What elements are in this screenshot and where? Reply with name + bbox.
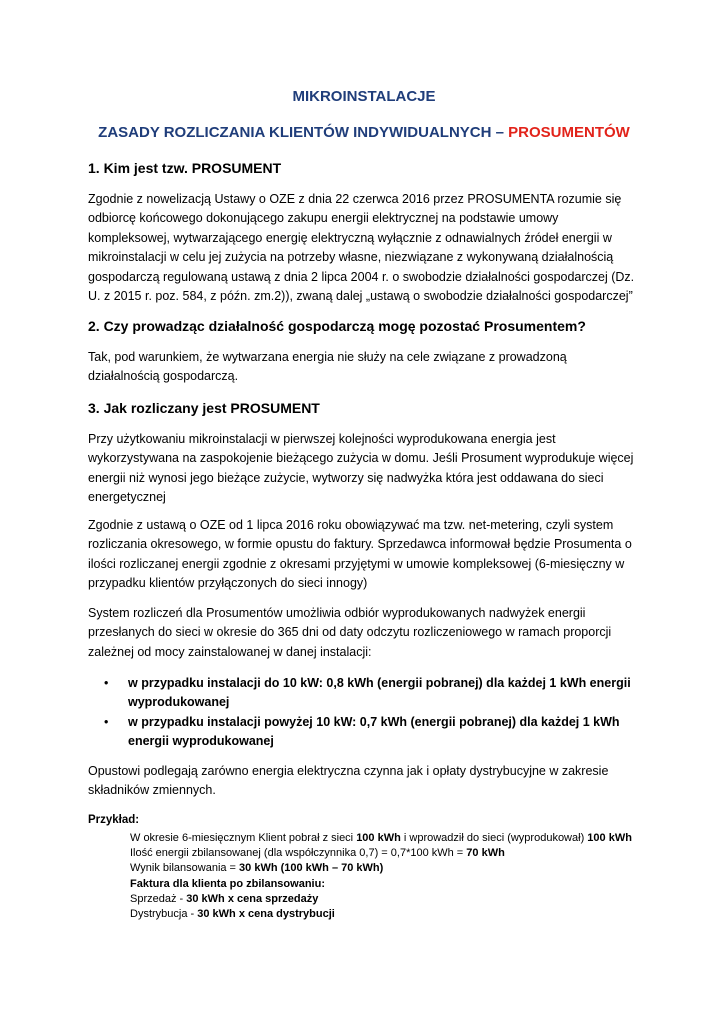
example-line-6: Dystrybucja - 30 kWh x cena dystrybucji [130, 908, 335, 921]
example-line-3: Wynik bilansowania = 30 kWh (100 kWh – 70 kWh) [130, 862, 384, 875]
example-block [130, 831, 650, 922]
bullet-icon: • [104, 676, 109, 690]
section-3-paragraph-1: Przy użytkowaniu mikroinstalacji w pierwszej kolejności wyprodukowana energia jest wykorzystywana na zaspokojenie bieżącego zużycia w domu. Jeśli Prosument wyprodukuje więcej energii niż wynosi jego bieżące zużycie, wytworzy się nadwyżka która jest oddawana do sieci energetycznej [88, 432, 634, 505]
list-item-text: w przypadku instalacji powyżej 10 kW: 0,7 kWh (energii pobranej) dla każdej 1 kWh energii wyprodukowanej [128, 715, 620, 748]
section-1-paragraph: Zgodnie z nowelizacją Ustawy o OZE z dnia 22 czerwca 2016 przez PROSUMENTA rozumie się odbiorcę końcowego dokonującego zakupu energii elektrycznej na podstawie umowy kompleksowej, wytwarzającego energię elektryczną wyłącznie z odnawialnych źródeł energii w mikroinstalacji w celu jej zużycia na potrzeby własne, niezwiązane z wykonywaną działalnością gospodarczą regulowaną ustawą z dnia 2 lipca 2004 r. o swobodzie działalności gospodarczej (Dz. U. z 2015 r. poz. 584, z późn. zm.2)), zwaną dalej „ustawą o swobodzie działalności gospodarczej” [88, 192, 635, 304]
section-3-heading: 3. Jak rozliczany jest PROSUMENT [88, 400, 320, 416]
subtitle-highlight: PROSUMENTÓW [508, 124, 630, 141]
ratio-list [88, 674, 640, 752]
section-1-heading: 1. Kim jest tzw. PROSUMENT [88, 160, 282, 176]
list-item [88, 713, 640, 751]
bullet-icon: • [104, 715, 109, 729]
example-line-4: Faktura dla klienta po zbilansowaniu: [130, 877, 325, 890]
list-item [88, 674, 640, 712]
document-title: MIKROINSTALACJE [292, 88, 436, 105]
document-subtitle [88, 124, 640, 141]
section-2-paragraph: Tak, pod warunkiem, że wytwarzana energia nie służy na cele związane z prowadzoną działalnością gospodarczą. [88, 350, 567, 384]
subtitle-main: ZASADY ROZLICZANIA KLIENTÓW INDYWIDUALNYCH – [98, 124, 509, 141]
section-2-heading: 2. Czy prowadząc działalność gospodarczą mogę pozostać Prosumentem? [88, 318, 586, 334]
example-label: Przykład: [88, 814, 140, 826]
section-3-paragraph-2: Zgodnie z ustawą o OZE od 1 lipca 2016 roku obowiązywać ma tzw. net-metering, czyli system rozliczania okresowego, w formie opustu do faktury. Sprzedawca informował będzie Prosumenta o ilości rozliczanej energii zgodnie z okresami przyjętymi w umowie kompleksowej (6-miesięczny w przypadku klientów przyłączonych do sieci innogy) [88, 518, 632, 591]
section-3-paragraph-4: Opustowi podlegają zarówno energia elektryczna czynna jak i opłaty dystrybucyjne w zakresie składników zmiennych. [88, 764, 609, 798]
example-line-1: W okresie 6-miesięcznym Klient pobrał z sieci 100 kWh i wprowadził do sieci (wyprodukował) 100 kWh [130, 832, 632, 844]
section-3-paragraph-3: System rozliczeń dla Prosumentów umożliwia odbiór wyprodukowanych nadwyżek energii przesłanych do sieci w okresie do 365 dni od daty odczytu rozliczeniowego w ramach proporcji zależnej od mocy zainstalowanej w danej instalacji: [88, 606, 612, 659]
example-line-5: Sprzedaż - 30 kWh x cena sprzedaży [130, 892, 319, 905]
list-item-text: w przypadku instalacji do 10 kW: 0,8 kWh (energii pobranej) dla każdej 1 kWh energii wyprodukowanej [128, 676, 631, 709]
example-line-2: Ilość energii zbilansowanej (dla współczynnika 0,7) = 0,7*100 kWh = 70 kWh [130, 847, 505, 860]
